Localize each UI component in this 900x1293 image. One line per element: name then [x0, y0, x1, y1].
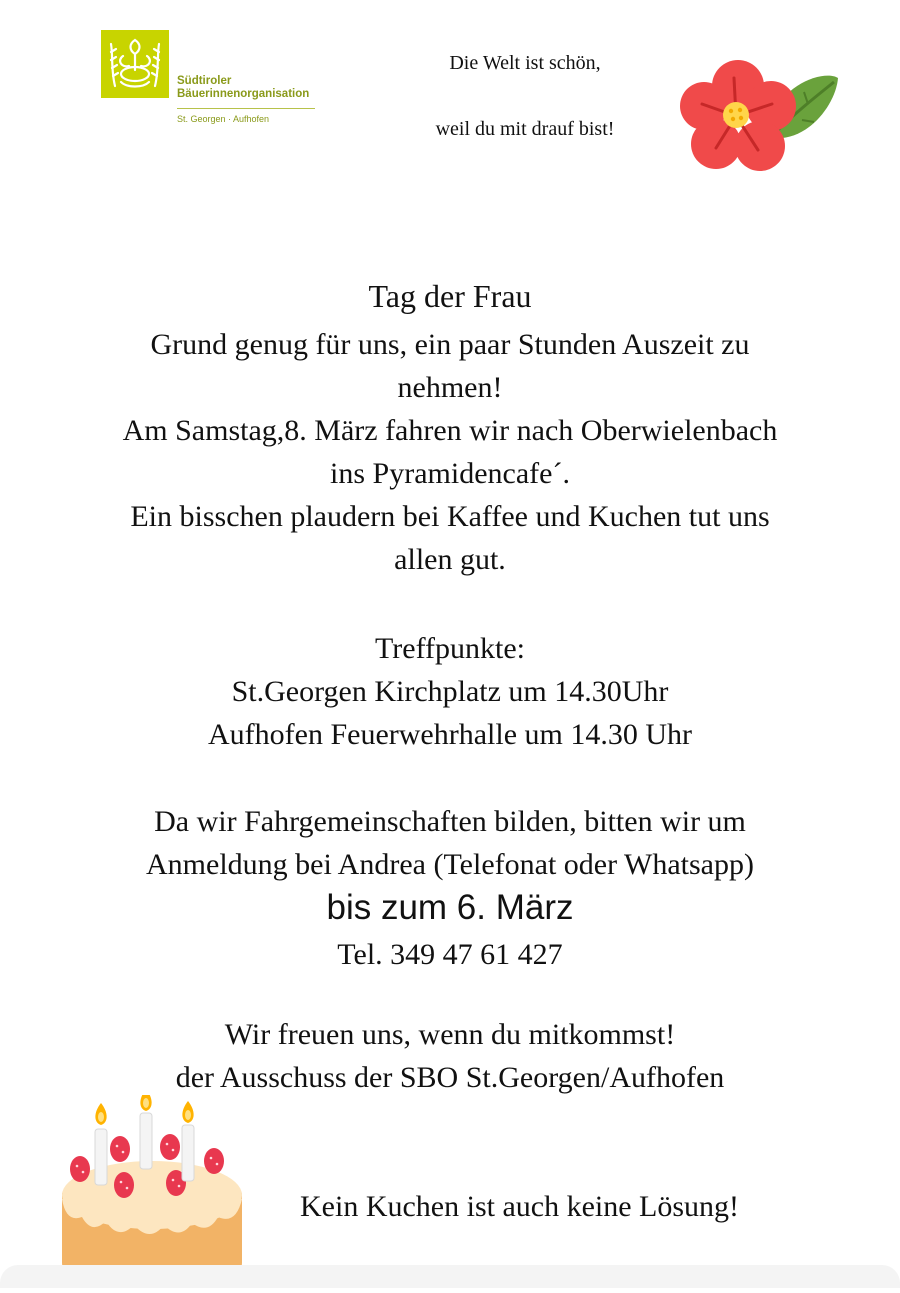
registration-info — [0, 800, 900, 976]
intro-text — [0, 323, 900, 581]
registration-line: Anmeldung bei Andrea (Telefonat oder Whatsapp) — [146, 848, 754, 881]
slogan-line-2: weil du mit drauf bist! — [435, 118, 615, 140]
phone-number: Tel. 349 47 61 427 — [337, 938, 563, 971]
logo-subline: St. Georgen · Aufhofen — [177, 114, 270, 124]
event-title: Tag der Frau — [368, 278, 532, 314]
logo-organisation-name — [177, 75, 309, 101]
intro-line: nehmen! — [397, 371, 503, 404]
logo-emblem-icon — [101, 30, 169, 98]
intro-line: Am Samstag,8. März fahren wir nach Oberwielenbach — [122, 414, 778, 447]
flower-icon — [676, 58, 842, 178]
registration-line: Da wir Fahrgemeinschaften bilden, bitten wir um — [154, 805, 746, 838]
intro-line: Grund genug für uns, ein paar Stunden Auszeit zu — [150, 328, 750, 361]
closing-text — [0, 1013, 900, 1099]
meeting-point: St.Georgen Kirchplatz um 14.30Uhr — [231, 675, 669, 708]
logo-name-line2: Bäuerinnenorganisation — [177, 88, 310, 100]
meeting-point: Aufhofen Feuerwehrhalle um 14.30 Uhr — [207, 718, 693, 751]
birthday-cake-icon — [52, 1095, 252, 1288]
registration-deadline: bis zum 6. März — [326, 888, 574, 927]
meeting-points — [0, 627, 900, 756]
slogan-line-1: Die Welt ist schön, — [449, 52, 601, 74]
intro-line: allen gut. — [394, 543, 506, 576]
meeting-heading: Treffpunkte: — [375, 632, 525, 665]
closing-line: der Ausschuss der SBO St.Georgen/Aufhofen — [175, 1061, 725, 1094]
organisation-logo — [101, 30, 321, 130]
footer-slogan: Kein Kuchen ist auch keine Lösung! — [300, 1190, 740, 1223]
logo-divider — [177, 108, 315, 109]
bottom-sheet-edge — [0, 1265, 900, 1288]
logo-name-line1: Südtiroler — [177, 75, 232, 87]
closing-line: Wir freuen uns, wenn du mitkommst! — [224, 1018, 676, 1051]
intro-line: ins Pyramidencafe´. — [330, 457, 570, 490]
intro-line: Ein bisschen plaudern bei Kaffee und Kuchen tut uns — [130, 500, 770, 533]
